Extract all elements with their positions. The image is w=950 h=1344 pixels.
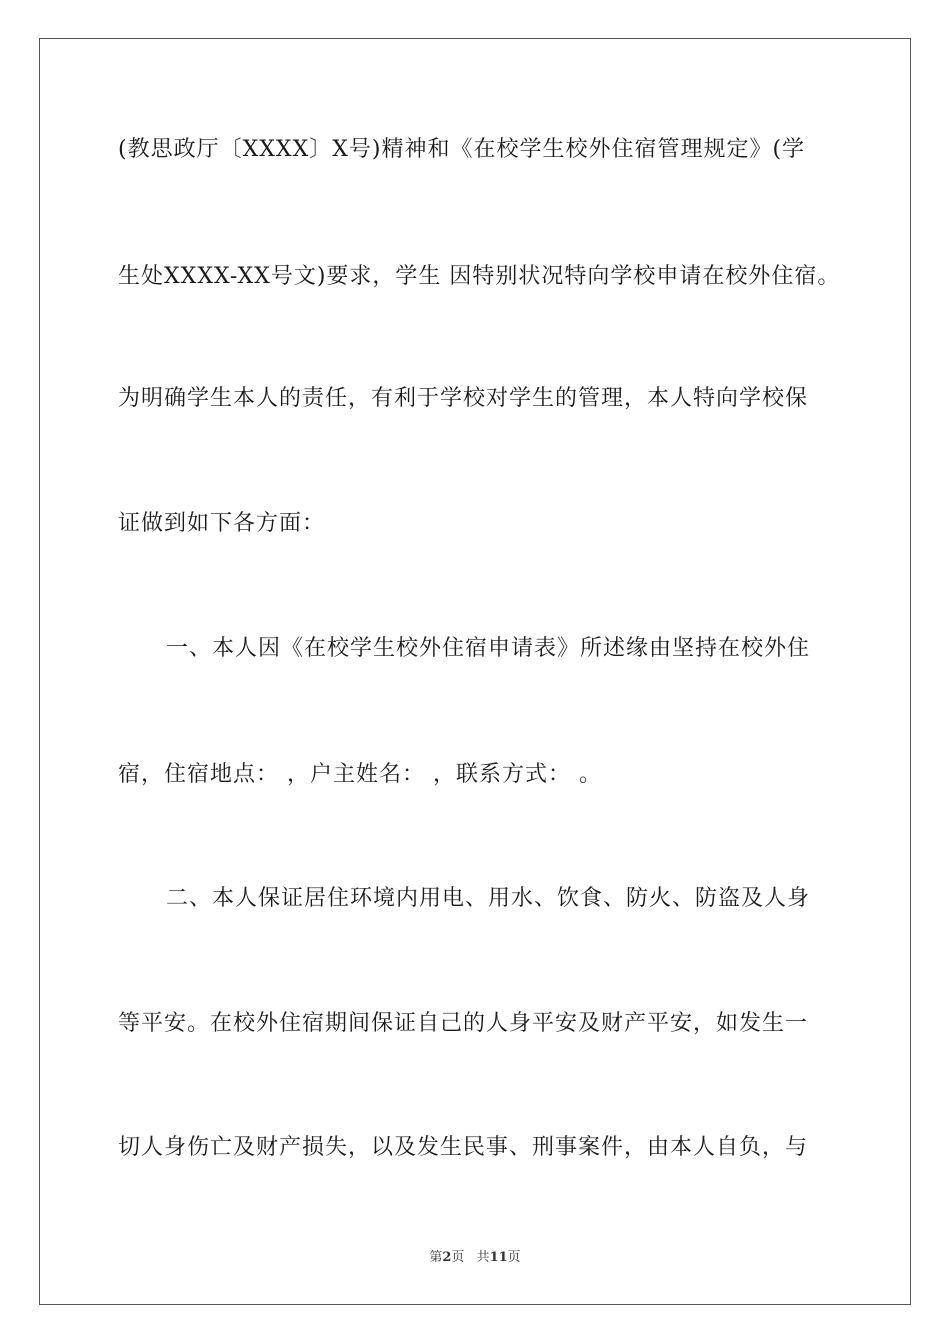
paragraph-line-6: 宿，住宿地点： ，户主姓名： ，联系方式： 。 xyxy=(118,762,602,787)
page-number: 2 xyxy=(442,1250,452,1265)
paragraph-line-1: (教思政厅〔XXXX〕X号)精神和《在校学生校外住宿管理规定》(学 xyxy=(118,137,806,162)
page-indicator xyxy=(429,1250,464,1265)
page-suffix: 页 xyxy=(451,1250,465,1265)
paragraph-line-7: 二、本人保证居住环境内用电、用水、饮食、防火、防盗及人身 xyxy=(166,886,811,911)
total-prefix: 共 xyxy=(476,1250,490,1265)
paragraph-line-3: 为明确学生本人的责任，有利于学校对学生的管理，本人特向学校保 xyxy=(118,386,809,411)
total-pages: 11 xyxy=(489,1250,508,1265)
page-prefix: 第 xyxy=(429,1250,443,1265)
paragraph-line-4: 证做到如下各方面： xyxy=(118,511,326,536)
paragraph-line-8: 等平安。在校外住宿期间保证自己的人身平安及财产平安，如发生一 xyxy=(118,1011,809,1036)
total-suffix: 页 xyxy=(507,1250,521,1265)
page-border xyxy=(39,38,911,1305)
paragraph-line-5: 一、本人因《在校学生校外住宿申请表》所述缘由坚持在校外住 xyxy=(166,636,811,661)
page-footer xyxy=(0,1246,950,1265)
paragraph-line-2: 生处XXXX-XX号文)要求，学生 因特别状况特向学校申请在校外住宿。 xyxy=(118,264,841,289)
paragraph-line-9: 切人身伤亡及财产损失，以及发生民事、刑事案件，由本人自负，与 xyxy=(118,1135,809,1160)
total-indicator xyxy=(477,1250,521,1265)
